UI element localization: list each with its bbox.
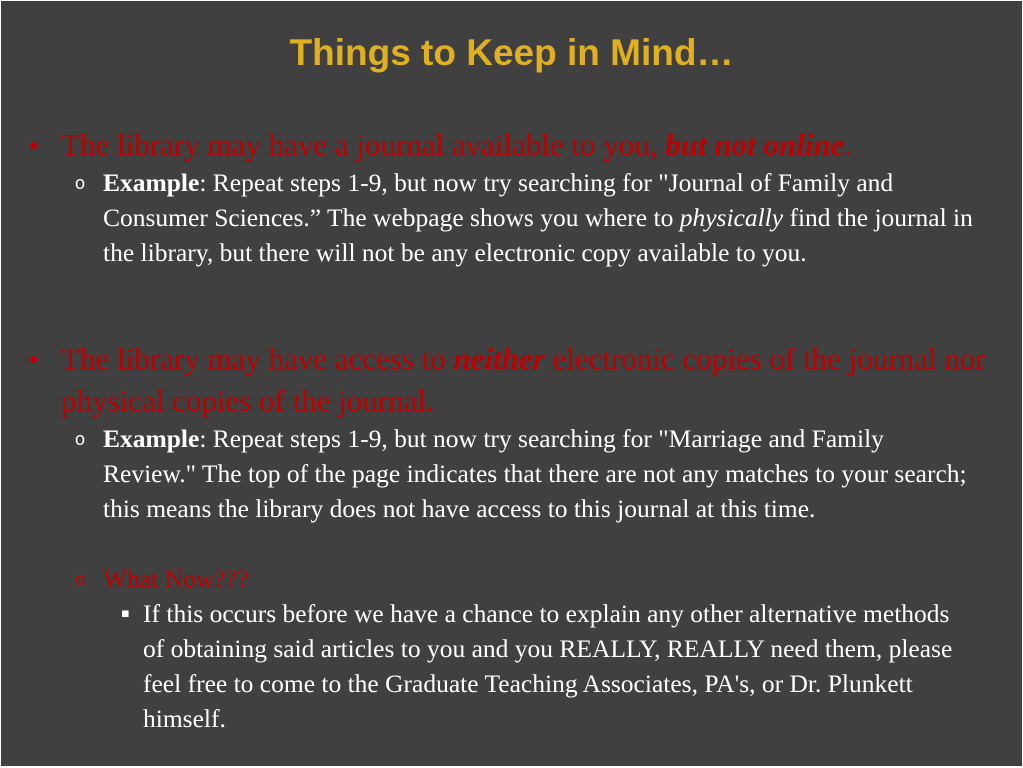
slide [1,1,1022,766]
example-text-b: The webpage shows you where to [321,203,680,232]
item-text-end: . [844,127,853,162]
example-emphasis: physically [679,203,784,232]
item-emphasis: but not online [665,127,845,162]
item-text-end: electronic copies of the journal nor physical copies of the journal. [61,341,986,418]
sub-item-example-2 [75,421,973,526]
example-text-c: find the journal in the library, but there will not be any electronic copy available to you. [103,203,973,267]
bullet-item-no-access [29,338,991,422]
contact-text: If this occurs before we have a chance to explain any other alternative methods of obtaining said articles to you and you REALLY, REALLY need them, please feel free to come to the Graduate Teaching Associates, PA's, or Dr. Plunkett himself. [143,599,953,733]
example-text: : Repeat steps 1-9, but now try searching for "Marriage and Family Review." The top of the page indicates that there are not any matches to your search; this means the library does not have access to this journal at this time. [103,424,967,523]
example-text: : Repeat steps 1-9, but now try searching for "Journal of Family and Consumer Sciences. [103,168,894,232]
item-text: The library may have a journal available to you, [61,127,666,162]
example-label: Example [103,424,200,453]
sub-item-example-1 [75,165,973,270]
closing-quote: ” [309,203,322,232]
sub-sub-item-contact [121,596,963,736]
bullet-icon: • [29,130,39,160]
circle-bullet-icon: o [75,429,86,449]
square-bullet-icon: ▪ [121,606,130,621]
item-emphasis: neither [453,341,545,376]
item-text: The library may have access to [61,341,454,376]
bullet-icon: • [29,344,39,374]
bullet-item-journal-not-online [29,124,991,166]
circle-bullet-icon: o [75,569,86,589]
example-label: Example [103,168,200,197]
sub-item-what-now [75,561,973,596]
circle-bullet-icon: o [75,173,86,193]
slide-title: Things to Keep in Mind… [289,32,734,73]
what-now-text: What Now??? [103,564,249,593]
